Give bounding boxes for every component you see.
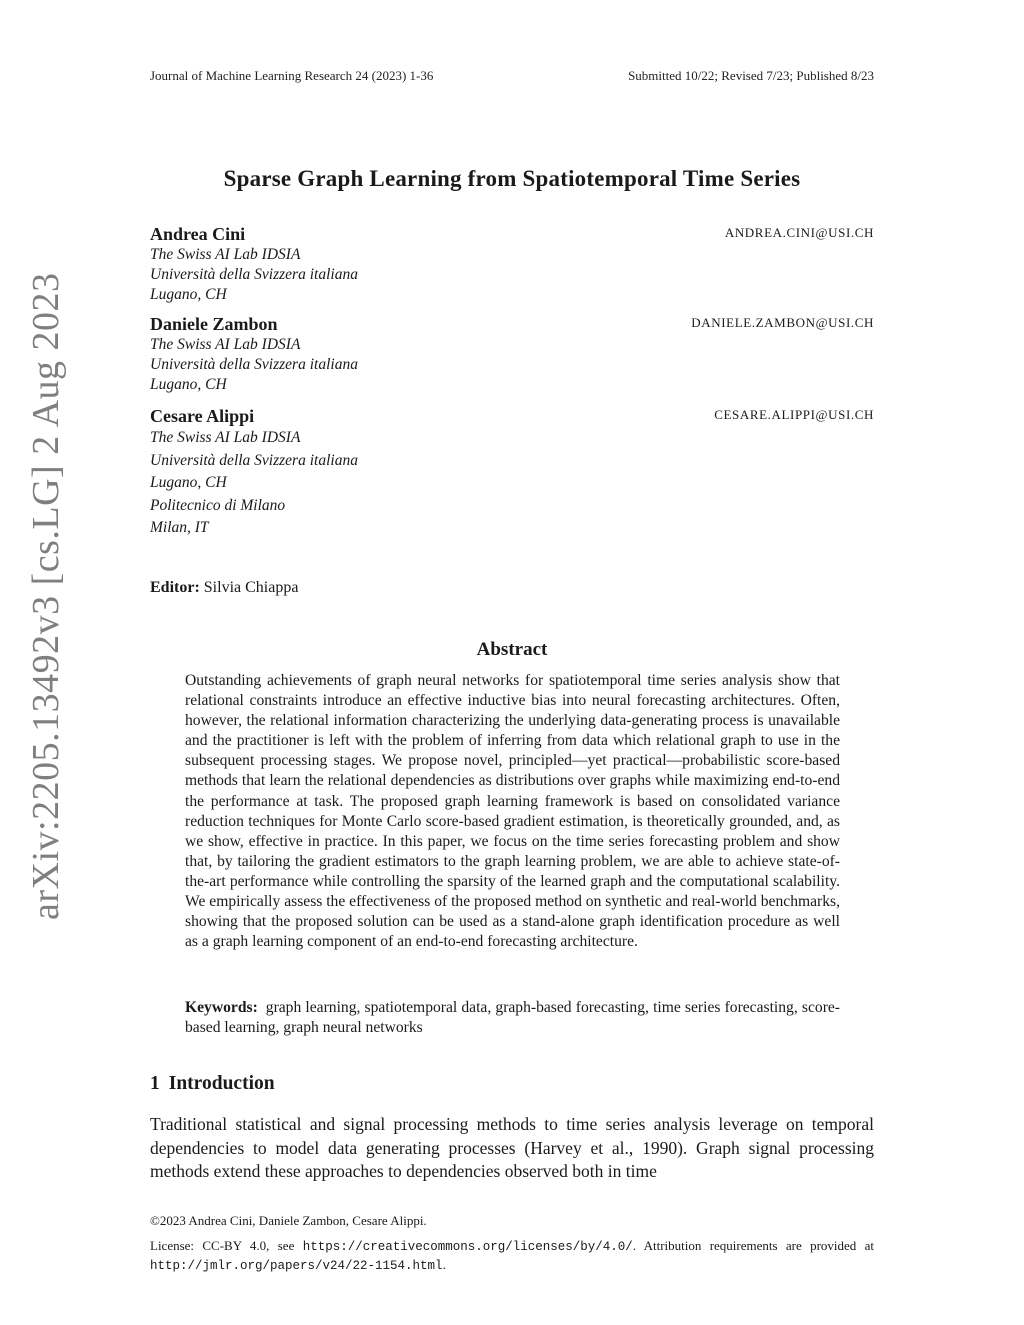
keywords-label: Keywords:	[185, 999, 258, 1016]
author-email: CESARE.ALIPPI@USI.CH	[714, 407, 874, 422]
author-affiliation: Università della Svizzera italiana	[150, 266, 358, 283]
introduction-paragraph: Traditional statistical and signal processing methods to time series analysis leverage on temporal dependencies to model data generating processes (Harvey et al., 1990). Graph signal processing methods extend these approaches to dependencies observed both in time	[150, 1114, 874, 1181]
author-affiliation: Università della Svizzera italiana	[150, 451, 358, 469]
license-text: .	[442, 1257, 446, 1272]
author-email: DANIELE.ZAMBON@USI.CH	[691, 315, 874, 330]
section-heading	[150, 1073, 275, 1095]
author-affiliation: The Swiss AI Lab IDSIA	[150, 336, 301, 353]
editor-label: Editor:	[150, 579, 200, 596]
keywords	[185, 998, 840, 1038]
author-block	[150, 405, 874, 540]
author-affiliation: The Swiss AI Lab IDSIA	[150, 246, 301, 263]
author-affiliation: Milan, IT	[150, 519, 209, 536]
license-text: License: CC-BY 4.0, see	[150, 1238, 303, 1253]
section-title: Introduction	[168, 1073, 275, 1094]
license-link[interactable]: https://creativecommons.org/licenses/by/4.0/	[302, 1240, 633, 1254]
arxiv-stamp: arXiv:2205.13492v3 [cs.LG] 2 Aug 2023	[25, 272, 67, 920]
author-affiliation: Politecnico di Milano	[150, 496, 286, 514]
author-block	[150, 313, 874, 395]
author-affiliation: Università della Svizzera italiana	[150, 356, 358, 373]
license-text: . Attribution requirements are provided at	[632, 1238, 874, 1253]
author-name: Cesare Alippi	[150, 406, 255, 426]
keywords-text: graph learning, spatiotemporal data, graph-based forecasting, time series forecasting, score-based learning, graph neural networks	[185, 999, 840, 1037]
license-notice	[150, 1237, 874, 1275]
copyright-notice: ©2023 Andrea Cini, Daniele Zambon, Cesare Alippi.	[150, 1213, 427, 1228]
section-number: 1	[150, 1073, 160, 1094]
author-affiliation: Lugano, CH	[150, 474, 227, 491]
author-affiliation: Lugano, CH	[150, 376, 227, 393]
abstract-body: Outstanding achievements of graph neural networks for spatiotemporal time series analysis show that relational constraints introduce an effective inductive bias into neural forecasting architectures. Often, however, the relational information characterizing the underlying data-generating process is unavailable and the practitioner is left with the problem of inferring from data which relational graph to use in the subsequent processing stages. We propose novel, principled—yet practical—probabilistic score-based methods that learn the relational dependencies as distributions over graphs while maximizing end-to-end the performance at task. The proposed graph learning framework is based on consolidated variance reduction techniques for Monte Carlo score-based gradient estimation, is theoretically grounded, and, as we show, effective in practice. In this paper, we focus on the time series forecasting problem and show that, by tailoring the gradient estimators to the graph learning problem, we are able to achieve state-of-the-art performance while controlling the sparsity of the learned graph and the computational scalability. We empirically assess the effectiveness of the proposed method on synthetic and real-world benchmarks, showing that the proposed solution can be used as a stand-alone graph identification procedure as well as a graph learning component of an end-to-end forecasting architecture.	[185, 672, 840, 951]
author-name: Andrea Cini	[150, 224, 246, 244]
abstract-heading: Abstract	[476, 639, 548, 660]
editor-name: Silvia Chiappa	[203, 579, 299, 596]
submission-dates: Submitted 10/22; Revised 7/23; Published 8/23	[628, 68, 874, 83]
author-affiliation: The Swiss AI Lab IDSIA	[150, 429, 301, 446]
attribution-link[interactable]: http://jmlr.org/papers/v24/22-1154.html	[150, 1259, 443, 1273]
editor-line	[150, 579, 298, 597]
paper-title: Sparse Graph Learning from Spatiotemporal Time Series	[223, 166, 801, 191]
author-affiliation: Lugano, CH	[150, 286, 227, 303]
author-email: ANDREA.CINI@USI.CH	[724, 225, 874, 240]
author-block	[150, 223, 874, 305]
author-name: Daniele Zambon	[150, 314, 278, 334]
journal-header: Journal of Machine Learning Research 24 (2023) 1-36	[150, 68, 434, 83]
